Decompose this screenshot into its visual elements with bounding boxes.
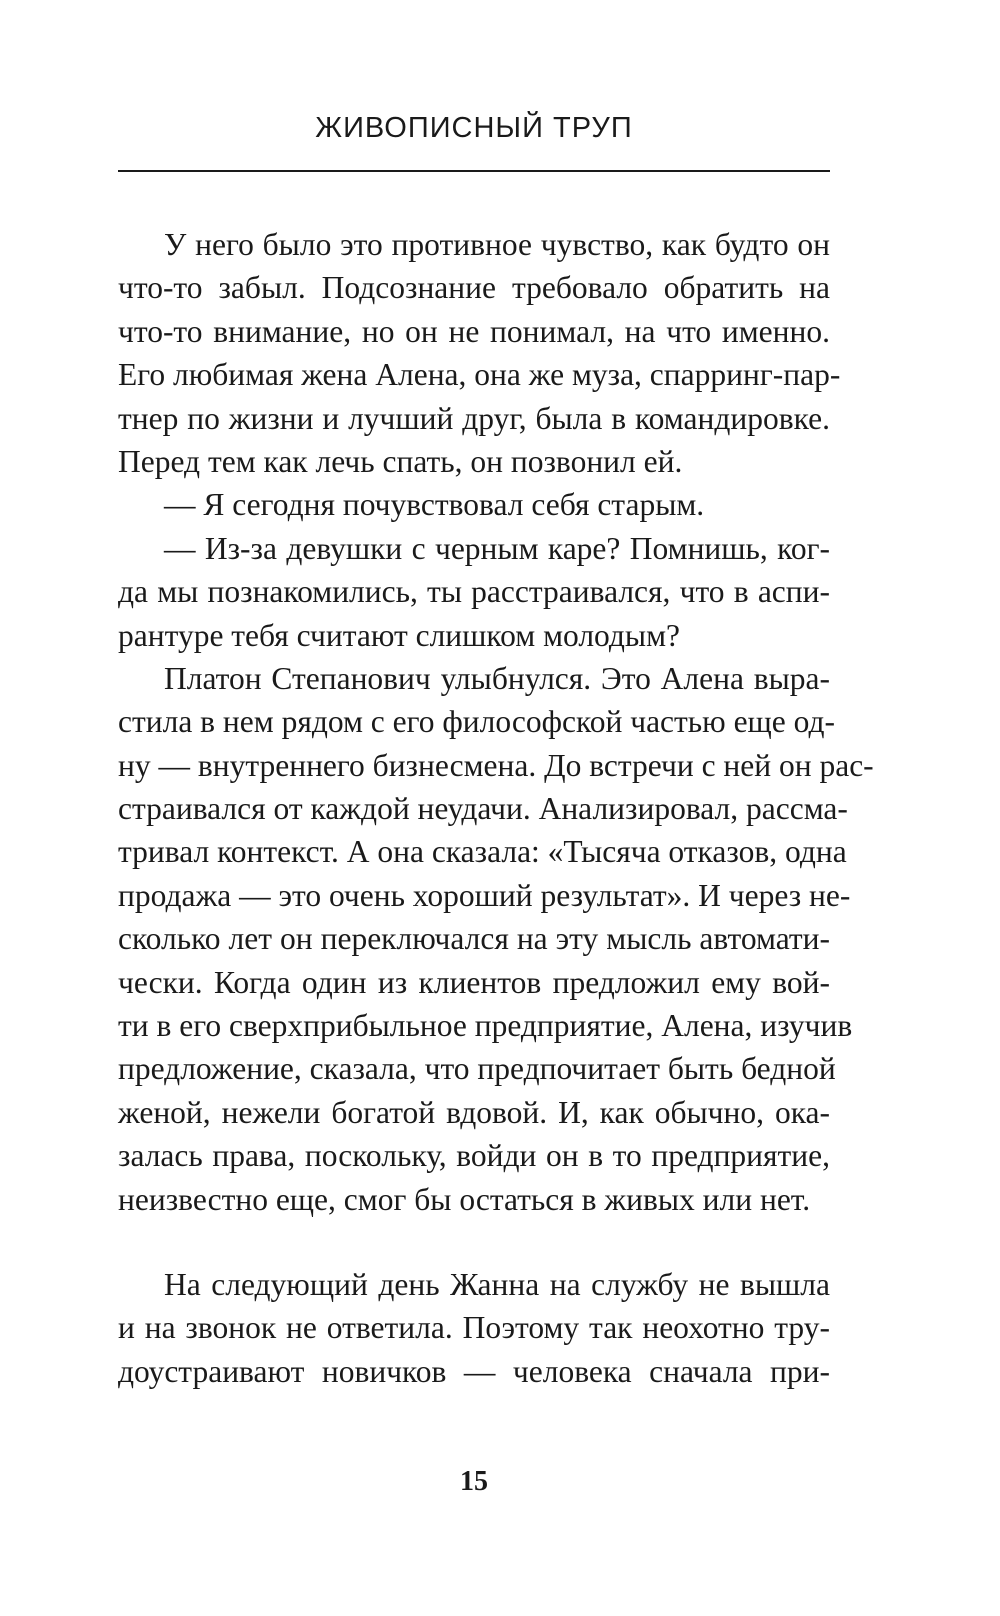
text-line: неизвестно еще, смог бы остаться в живых или нет. <box>118 1181 811 1217</box>
dialogue-line: — Я сегодня почувствовал себя старым. <box>164 487 705 523</box>
text-line: и на звонок не ответила. Поэтому так неохотно тру- <box>118 1310 830 1346</box>
text-line: страивался от каждой неудачи. Анализировал, рассма- <box>118 791 848 827</box>
text-line: чески. Когда один из клиентов предложил ему вой- <box>118 964 830 1000</box>
header-rule <box>118 170 830 172</box>
text-line: рантуре тебя считают слишком молодым? <box>118 617 681 653</box>
text-line: У него было это противное чувство, как будто он <box>164 227 830 262</box>
text-line: да мы познакомились, ты расстраивался, что в аспи- <box>118 574 830 610</box>
text-line: сколько лет он переключался на эту мысль автомати- <box>118 921 830 957</box>
text-line: залась права, поскольку, войди он в то предприятие, <box>118 1138 830 1174</box>
text-line: доустраивают новичков — человека сначала при- <box>118 1353 830 1389</box>
text-line: На следующий день Жанна на службу не вышла <box>164 1267 830 1302</box>
text-line: тривал контекст. А она сказала: «Тысяча отказов, одна <box>118 834 847 870</box>
running-head-title: ЖИВОПИСНЫЙ ТРУП <box>315 112 633 144</box>
text-line: Платон Степанович улыбнулся. Это Алена выра- <box>164 660 830 696</box>
dialogue-line: — Из-за девушки с черным каре? Помнишь, ког- <box>164 530 830 566</box>
text-line: предложение, сказала, что предпочитает быть бедной <box>118 1051 836 1087</box>
body-text-block-2 <box>118 1263 830 1393</box>
text-line: тнер по жизни и лучший друг, была в командировке. <box>118 400 830 436</box>
text-line: стила в нем рядом с его философской частью еще од- <box>118 704 836 740</box>
text-line: что-то забыл. Подсознание требовало обратить на <box>118 270 830 306</box>
text-line: Перед тем как лечь спать, он позвонил ей. <box>118 443 683 479</box>
text-line: ну — внутреннего бизнесмена. До встречи с ней он рас- <box>118 747 874 783</box>
text-line: Его любимая жена Алена, она же муза, спарринг-пар- <box>118 357 841 393</box>
text-line: продажа — это очень хороший результат». И через не- <box>118 877 851 913</box>
page-number: 15 <box>460 1466 488 1497</box>
text-line: женой, нежели богатой вдовой. И, как обычно, ока- <box>118 1094 830 1130</box>
text-line: что-то внимание, но он не понимал, на что именно. <box>118 313 830 349</box>
text-line: ти в его сверхприбыльное предприятие, Алена, изучив <box>118 1008 853 1044</box>
body-text-block-1 <box>118 223 874 1221</box>
